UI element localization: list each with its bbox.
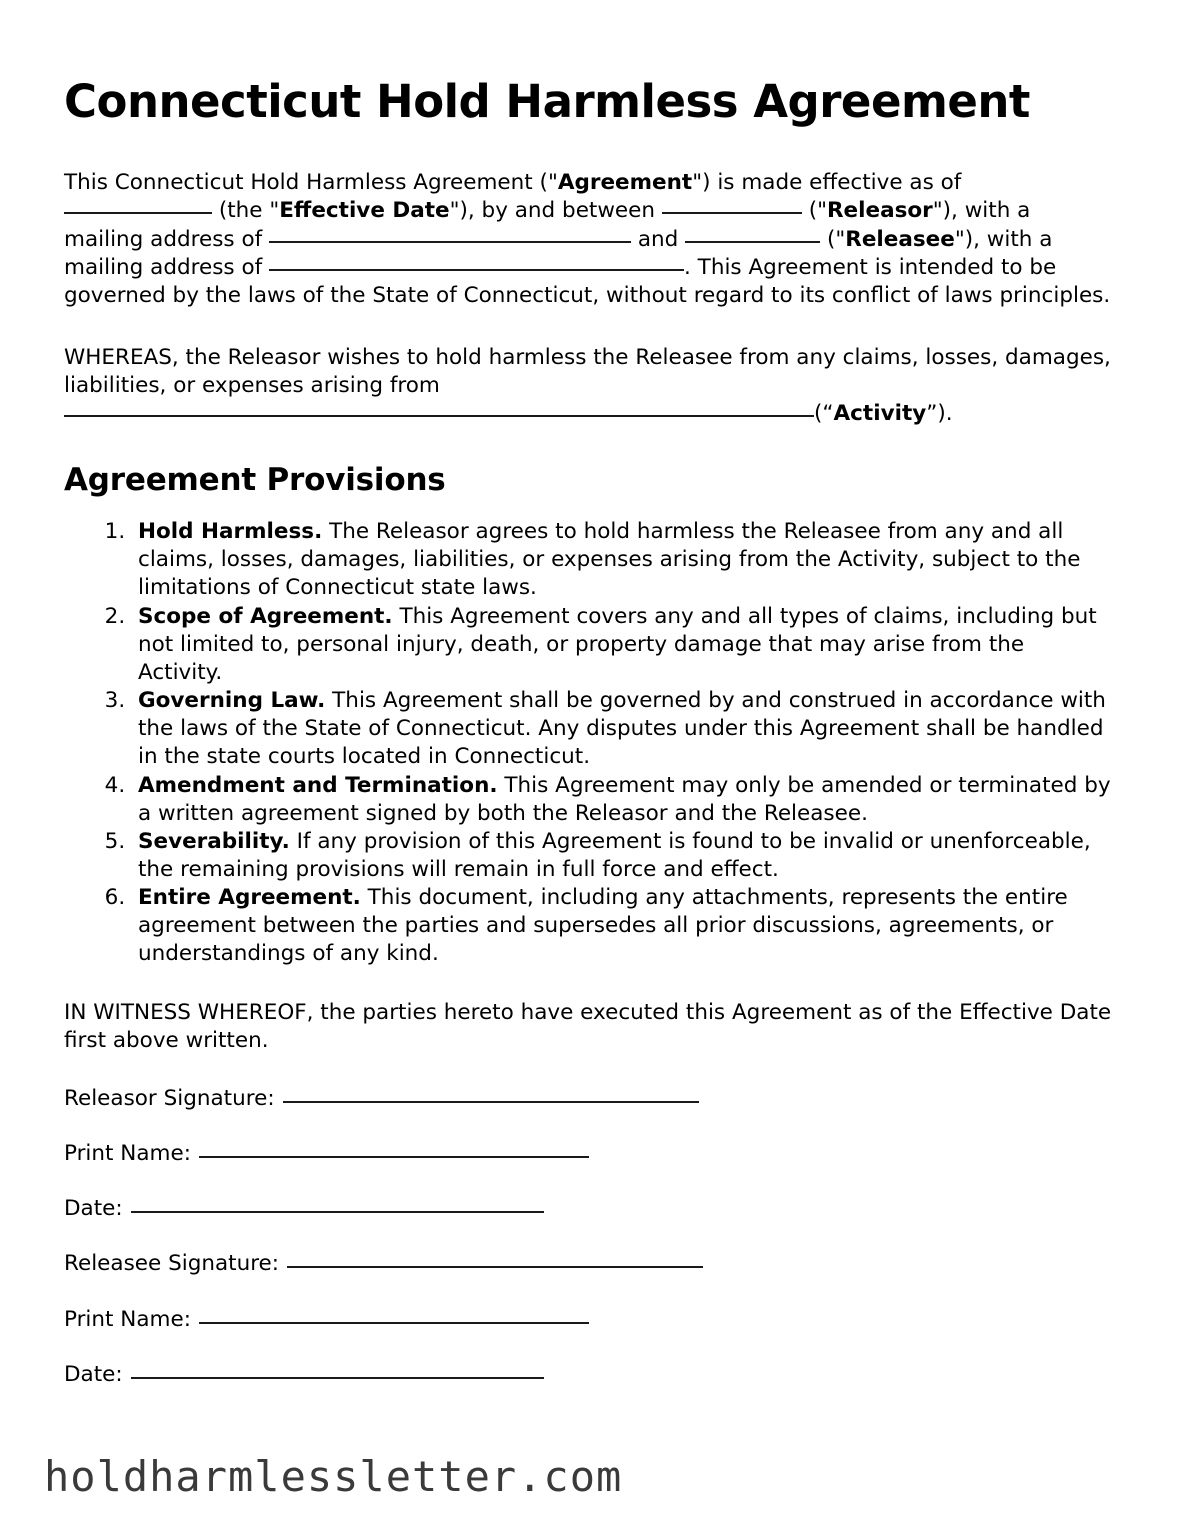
- blank-releasee-address[interactable]: [269, 269, 684, 271]
- signature-label: Releasee Signature:: [64, 1251, 280, 1277]
- provision-body: This document, including any attachments, represents the entire agreement between the parties and supersedes all prior discussions, agreements, or understandings of any kind.: [138, 885, 1068, 967]
- signature-label: Releasor Signature:: [64, 1085, 275, 1111]
- provision-lead: Hold Harmless.: [138, 519, 323, 545]
- blank-activity[interactable]: [64, 415, 814, 417]
- provision-lead: Severability.: [138, 828, 290, 854]
- term-agreement: Agreement: [557, 170, 693, 196]
- signature-label: Date:: [64, 1196, 123, 1222]
- signature-input-line[interactable]: [199, 1156, 589, 1158]
- footer-watermark: holdharmlessletter.com: [44, 1452, 623, 1501]
- intro-text-3: (the ": [212, 198, 280, 224]
- provision-body: This Agreement shall be governed by and construed in accordance with the laws of the State of Connecticut. Any disputes under this Agreement shall be handled in the state courts located in Connecticut.: [138, 688, 1106, 770]
- signature-input-line[interactable]: [131, 1211, 544, 1213]
- term-activity: Activity: [833, 401, 927, 427]
- signature-label: Date:: [64, 1361, 123, 1387]
- intro-text-10: . This Agreement is intended to be governed by the laws of the State of Connecticut, without regard to its conflict of laws principles.: [64, 254, 1111, 308]
- whereas-text-3: ”).: [926, 401, 953, 427]
- list-item: [132, 828, 1113, 884]
- section-heading-agreement-provisions: Agreement Provisions: [64, 461, 446, 498]
- provisions-list: [64, 518, 1113, 969]
- intro-text-2: ") is made effective as of: [692, 170, 962, 196]
- provision-lead: Amendment and Termination.: [138, 772, 498, 798]
- signature-row-releasee-print-name: [64, 1306, 1113, 1334]
- witness-paragraph: IN WITNESS WHEREOF, the parties hereto have executed this Agreement as of the Effective Date first above written.: [64, 999, 1112, 1053]
- signature-input-line[interactable]: [283, 1101, 699, 1103]
- blank-effective-date[interactable]: [64, 212, 212, 214]
- signature-row-releasor-date: [64, 1195, 1113, 1223]
- provision-lead: Governing Law.: [138, 688, 326, 714]
- list-item: [132, 884, 1113, 968]
- provision-body: This Agreement may only be amended or terminated by a written agreement signed by both the Releasor and the Releasee.: [138, 772, 1111, 826]
- page-title: Connecticut Hold Harmless Agreement: [64, 75, 1030, 128]
- intro-text-8: (": [820, 226, 846, 252]
- signature-row-releasee-date: [64, 1361, 1113, 1389]
- provision-lead: Entire Agreement.: [138, 885, 361, 911]
- signature-row-releasee-signature: [64, 1250, 1113, 1278]
- signature-label: Print Name:: [64, 1306, 191, 1332]
- list-item: [132, 772, 1113, 828]
- signature-input-line[interactable]: [199, 1322, 589, 1324]
- signature-label: Print Name:: [64, 1141, 191, 1167]
- intro-text-4: "), by and between: [449, 198, 662, 224]
- provision-body: This Agreement covers any and all types of claims, including but not limited to, personal injury, death, or property damage that may arise from the Activity.: [138, 603, 1097, 685]
- intro-text-1: This Connecticut Hold Harmless Agreement (": [64, 170, 558, 196]
- whereas-text-1: WHEREAS, the Releasor wishes to hold harmless the Releasee from any claims, losses, damages, liabilities, or expenses arising from: [64, 345, 1111, 399]
- signature-row-releasor-signature: [64, 1085, 1113, 1113]
- provision-body: The Releasor agrees to hold harmless the Releasee from any and all claims, losses, damages, liabilities, or expenses arising from the Activity, subject to the limitations of Connecticut state laws.: [138, 519, 1081, 601]
- intro-text-5: (": [801, 198, 827, 224]
- intro-text-6: "), with a mailing address of: [64, 198, 1031, 252]
- intro-paragraph: [64, 169, 1113, 310]
- term-releasor: Releasor: [826, 198, 933, 224]
- provision-body: If any provision of this Agreement is found to be invalid or unenforceable, the remaining provisions will remain in full force and effect.: [138, 828, 1091, 883]
- intro-text-7: and: [631, 226, 686, 252]
- signature-input-line[interactable]: [287, 1266, 703, 1268]
- whereas-text-2: (“: [814, 401, 834, 427]
- term-releasee: Releasee: [845, 226, 955, 252]
- blank-releasor-address[interactable]: [269, 241, 631, 243]
- whereas-paragraph: [64, 344, 1113, 428]
- list-item: [132, 603, 1113, 687]
- list-item: [132, 687, 1113, 771]
- signature-block: [64, 1085, 1113, 1389]
- signature-row-releasor-print-name: [64, 1140, 1113, 1168]
- term-effective-date: Effective Date: [279, 198, 450, 224]
- signature-input-line[interactable]: [131, 1377, 544, 1379]
- provision-lead: Scope of Agreement.: [138, 603, 393, 629]
- blank-releasor-name[interactable]: [662, 212, 802, 214]
- list-item: [132, 518, 1113, 602]
- intro-text-9: "), with a mailing address of: [64, 226, 1053, 280]
- blank-releasee-name[interactable]: [685, 241, 820, 243]
